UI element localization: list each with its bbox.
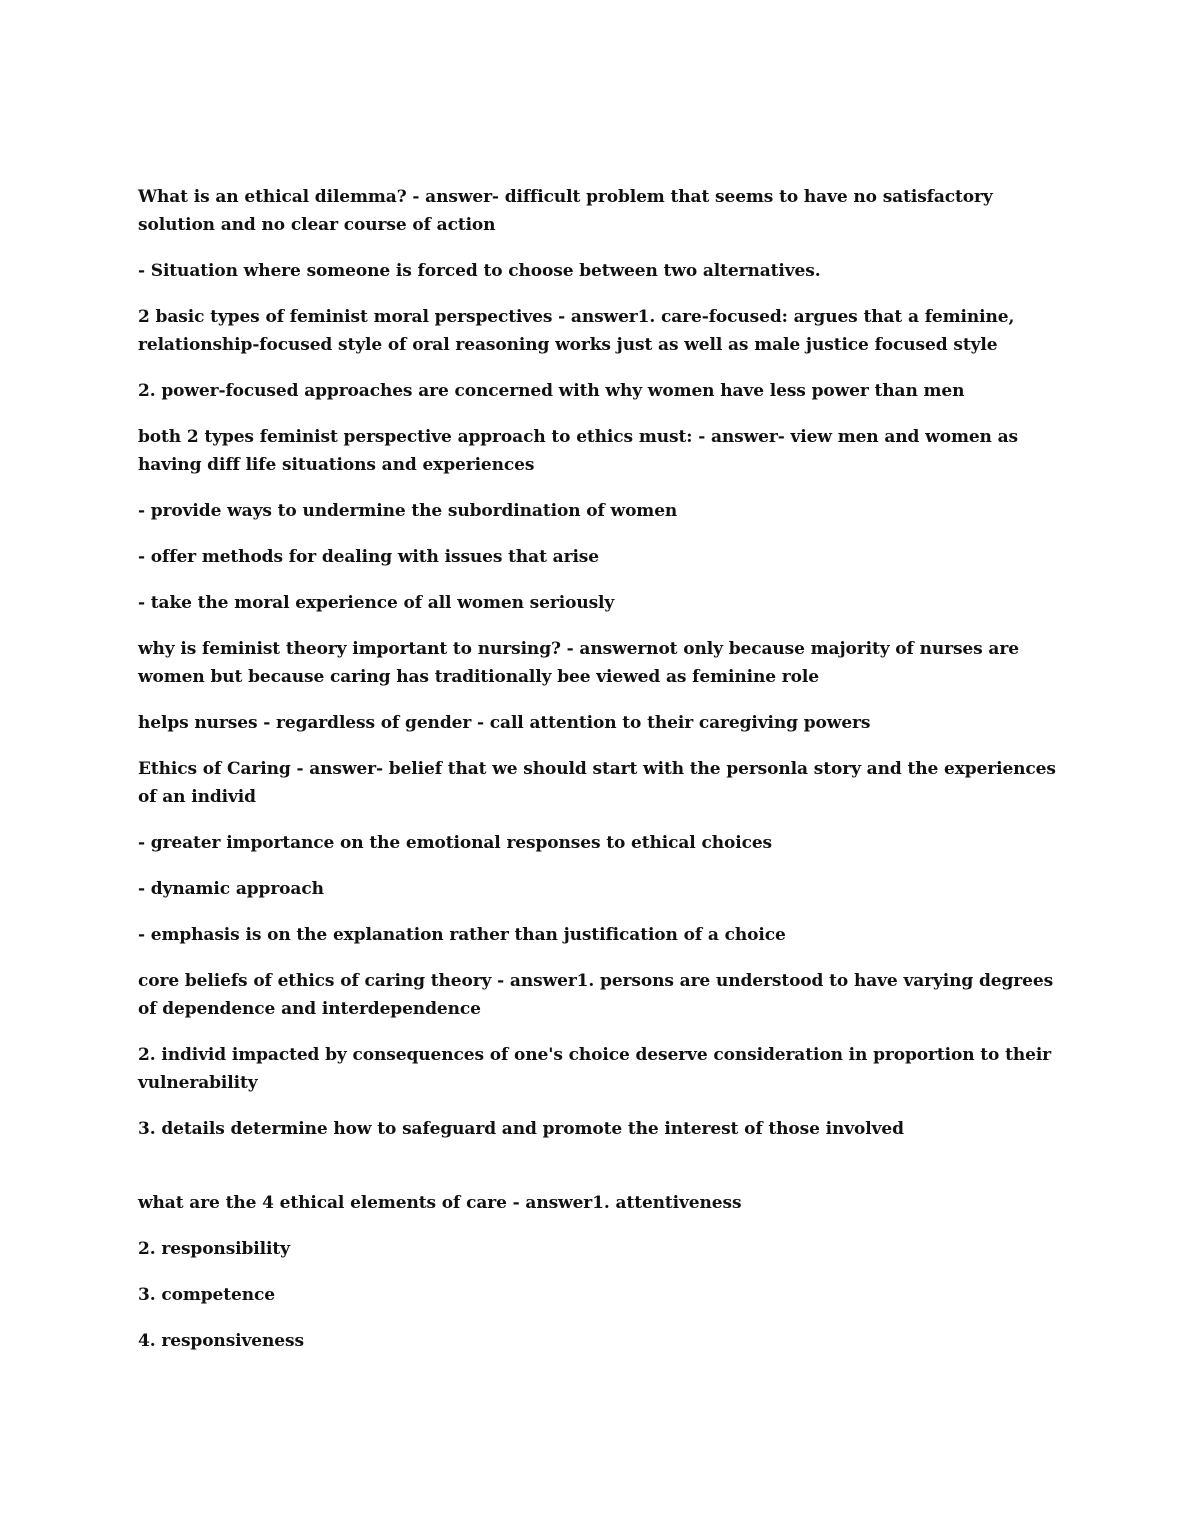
paragraph: - take the moral experience of all women seriously xyxy=(138,593,615,613)
paragraph: 2. power-focused approaches are concerned with why women have less power than men xyxy=(138,381,965,401)
paragraph: - offer methods for dealing with issues that arise xyxy=(138,547,599,567)
paragraph: core beliefs of ethics of caring theory - answer1. persons are understood to have varying degrees of dependence and interdependence xyxy=(138,971,1054,1019)
paragraph: - provide ways to undermine the subordination of women xyxy=(138,501,678,521)
paragraph: what are the 4 ethical elements of care - answer1. attentiveness xyxy=(138,1193,742,1213)
paragraph: 2 basic types of feminist moral perspectives - answer1. care-focused: argues that a feminine, relationship-focused style of oral reasoning works just as well as male justice focused style xyxy=(138,307,1015,355)
paragraph: 3. competence xyxy=(138,1285,275,1305)
paragraph: why is feminist theory important to nursing? - answernot only because majority of nurses are women but because caring has traditionally bee viewed as feminine role xyxy=(138,639,1019,687)
paragraph: Ethics of Caring - answer- belief that we should start with the personla story and the experiences of an individ xyxy=(138,759,1056,807)
paragraph: 2. responsibility xyxy=(138,1239,290,1259)
paragraph: What is an ethical dilemma? - answer- difficult problem that seems to have no satisfactory solution and no clear course of action xyxy=(138,187,993,235)
paragraph: - emphasis is on the explanation rather than justification of a choice xyxy=(138,925,786,945)
paragraph: helps nurses - regardless of gender - call attention to their caregiving powers xyxy=(138,713,871,733)
paragraph: 2. individ impacted by consequences of one's choice deserve consideration in proportion to their vulnerability xyxy=(138,1045,1052,1093)
document-body xyxy=(138,183,1058,1373)
paragraph: both 2 types feminist perspective approach to ethics must: - answer- view men and women as having diff life situations and experiences xyxy=(138,427,1019,475)
paragraph: - dynamic approach xyxy=(138,879,324,899)
paragraph: - Situation where someone is forced to choose between two alternatives. xyxy=(138,261,821,281)
paragraph: - greater importance on the emotional responses to ethical choices xyxy=(138,833,773,853)
paragraph: 3. details determine how to safeguard and promote the interest of those involved xyxy=(138,1119,904,1139)
paragraph: 4. responsiveness xyxy=(138,1331,304,1351)
